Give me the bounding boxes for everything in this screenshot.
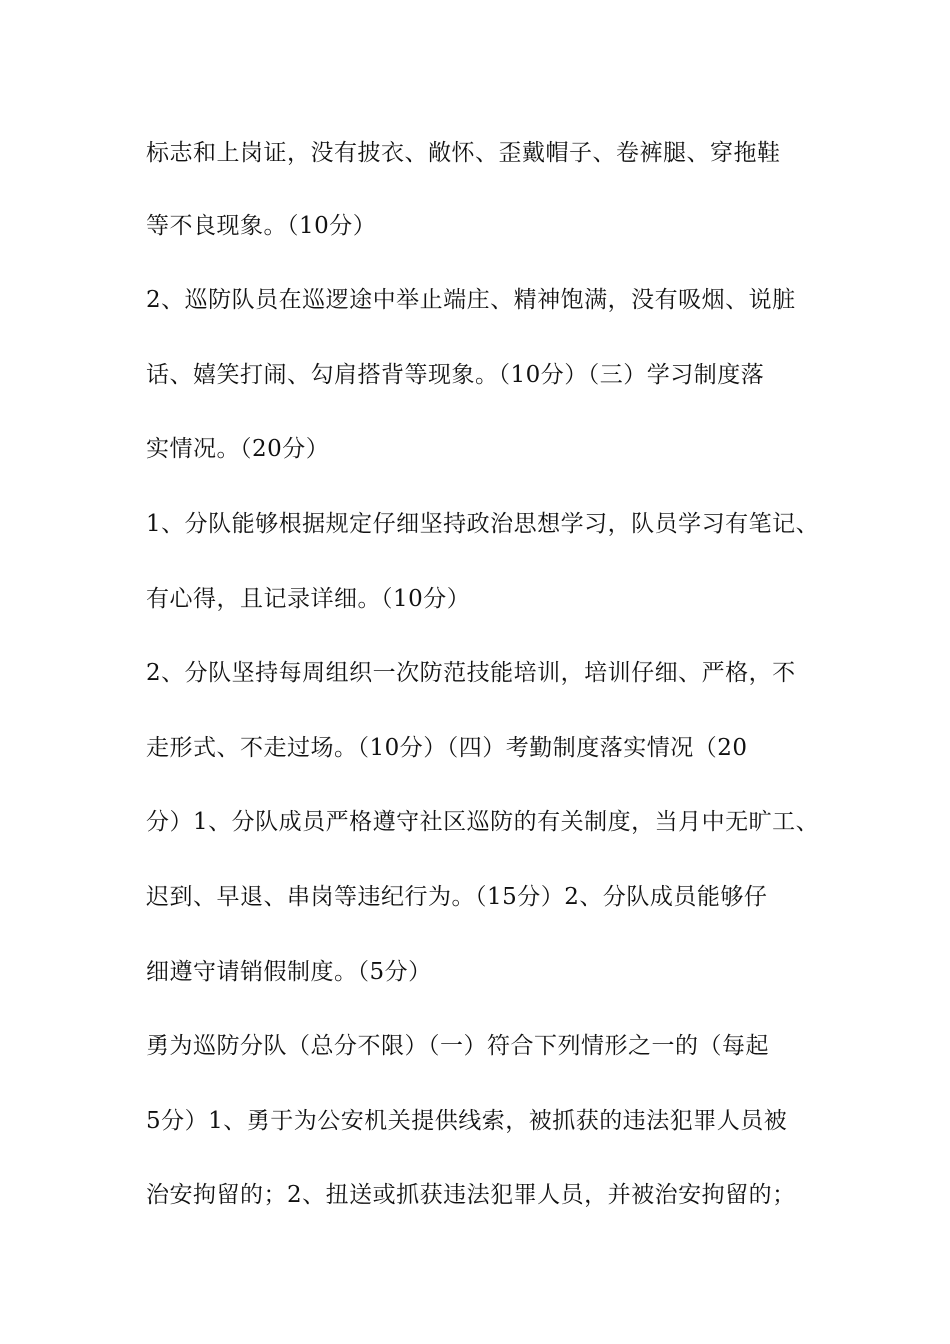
text-line: 话、嬉笑打闹、勾肩搭背等现象。（10分）（三）学习制度落 xyxy=(146,362,765,388)
text-line: 分）1、分队成员严格遵守社区巡防的有关制度，当月中无旷工、 xyxy=(146,809,820,835)
text-line: 2、分队坚持每周组织一次防范技能培训，培训仔细、严格，不 xyxy=(146,660,796,686)
text-line: 有心得，且记录详细。（10分） xyxy=(146,586,471,612)
text-line: 走形式、不走过场。（10分）（四）考勤制度落实情况（20 xyxy=(146,735,748,761)
text-line: 迟到、早退、串岗等违纪行为。（15分）2、分队成员能够仔 xyxy=(146,884,768,910)
text-line: 细遵守请销假制度。（5分） xyxy=(146,959,432,985)
text-line: 2、巡防队员在巡逻途中举止端庄、精神饱满，没有吸烟、说脏 xyxy=(146,287,796,313)
text-line: 实情况。（20分） xyxy=(146,436,330,462)
text-line: 1、分队能够根据规定仔细坚持政治思想学习，队员学习有笔记、 xyxy=(146,511,820,537)
text-line: 5分）1、勇于为公安机关提供线索，被抓获的违法犯罪人员被 xyxy=(146,1108,788,1134)
text-line: 等不良现象。（10分） xyxy=(146,213,377,239)
text-line: 勇为巡防分队（总分不限）（一）符合下列情形之一的（每起 xyxy=(146,1033,769,1059)
text-line: 标志和上岗证，没有披衣、敞怀、歪戴帽子、卷裤腿、穿拖鞋 xyxy=(146,140,781,166)
text-line: 治安拘留的；2、扭送或抓获违法犯罪人员，并被治安拘留的； xyxy=(146,1182,796,1208)
